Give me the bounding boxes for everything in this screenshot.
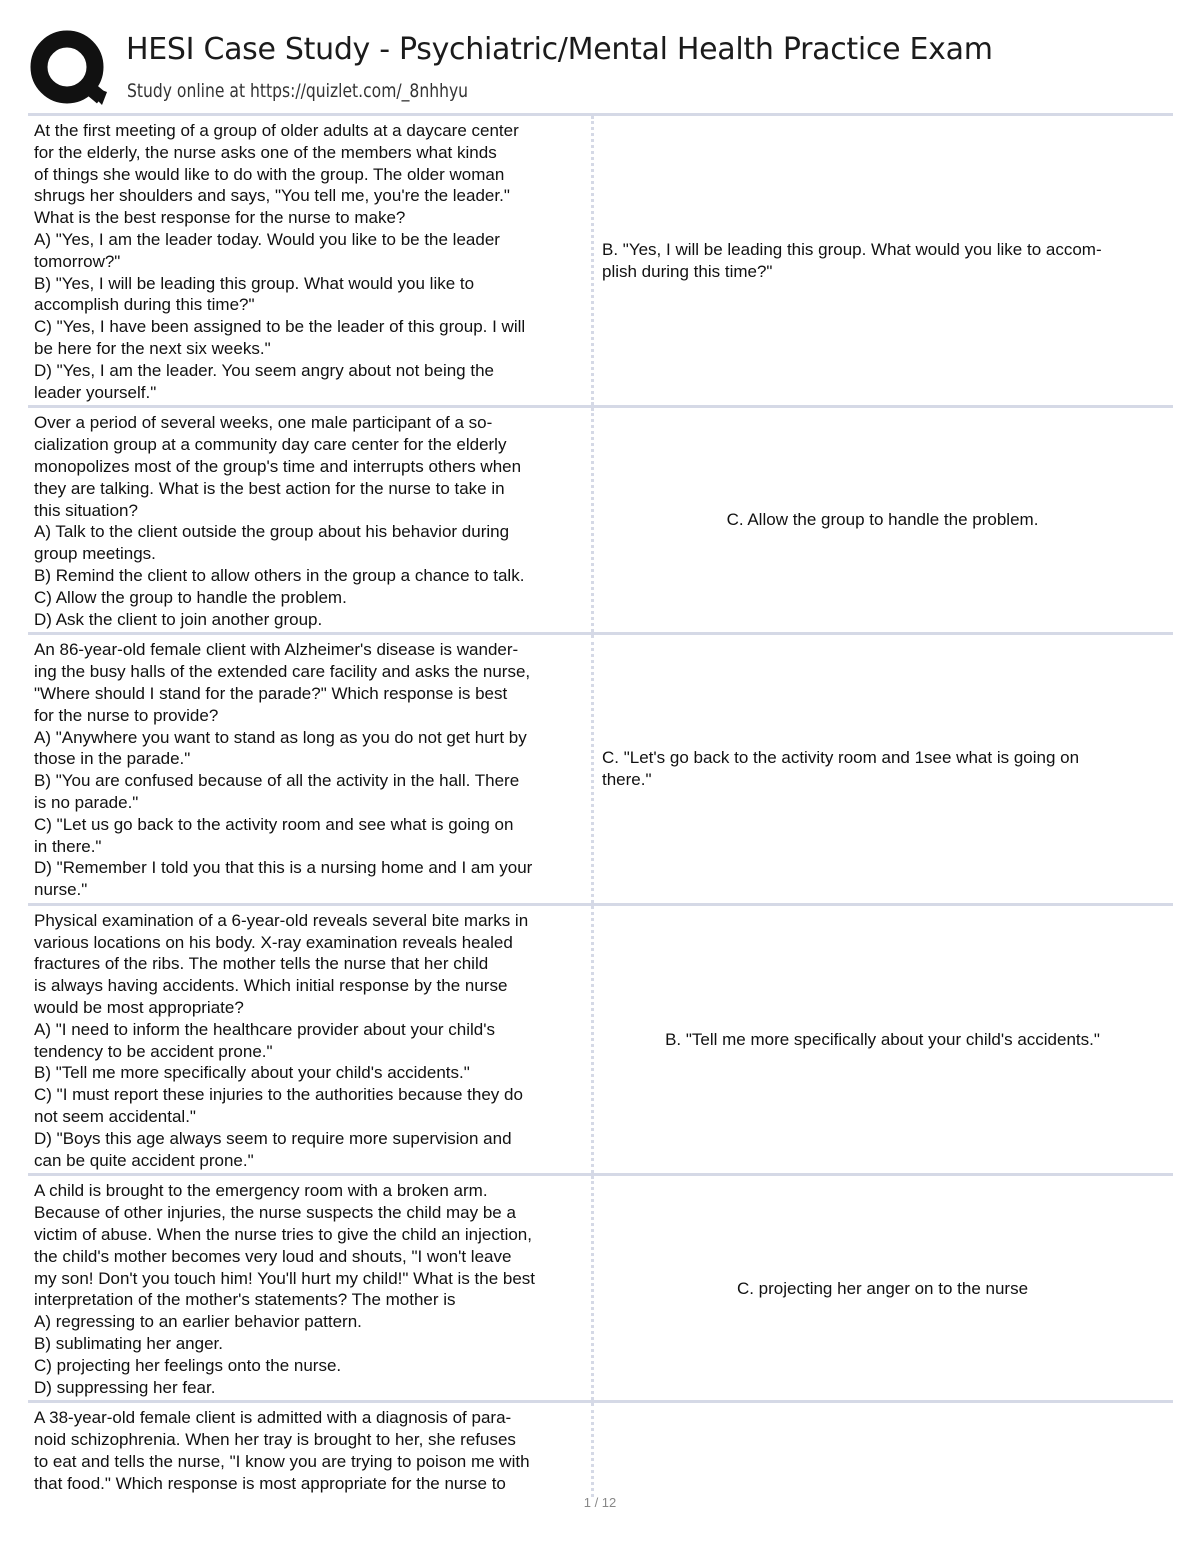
term-line: B) Remind the client to allow others in the group a chance to talk. (34, 565, 525, 585)
term-line: various locations on his body. X-ray examination reveals healed (34, 932, 513, 952)
term-line: A) regressing to an earlier behavior pattern. (34, 1312, 362, 1332)
term-line: C) "I must report these injuries to the authorities because they do (34, 1085, 523, 1105)
card-definition (594, 408, 1173, 632)
term-line: Because of other injuries, the nurse suspects the child may be a (34, 1203, 516, 1223)
term-line: D) suppressing her fear. (34, 1377, 216, 1397)
term-line: A) "Yes, I am the leader today. Would you like to be the leader (34, 229, 500, 249)
definition-line: C. "Let's go back to the activity room and 1see what is going on (602, 748, 1080, 768)
flashcard (28, 405, 1173, 632)
term-line: can be quite accident prone." (34, 1150, 254, 1170)
study-online-link[interactable]: Study online at https://quizlet.com/_8nhhyu (127, 80, 469, 102)
term-line: leader yourself." (34, 382, 157, 402)
term-line: is no parade." (34, 792, 139, 812)
term-line: ing the busy halls of the extended care facility and asks the nurse, (34, 662, 531, 682)
term-line: "Where should I stand for the parade?" Which response is best (34, 683, 508, 703)
card-term (28, 1403, 594, 1496)
card-definition (594, 635, 1173, 903)
term-line: group meetings. (34, 544, 156, 564)
term-line: What is the best response for the nurse to make? (34, 208, 406, 228)
term-line: B) "Yes, I will be leading this group. What would you like to (34, 273, 475, 293)
quizlet-q-logo-icon (30, 30, 108, 108)
term-line: for the nurse to provide? (34, 705, 219, 725)
term-line: fractures of the ribs. The mother tells the nurse that her child (34, 954, 489, 974)
card-term (28, 635, 594, 903)
term-line: not seem accidental." (34, 1107, 196, 1127)
term-line: D) Ask the client to join another group. (34, 609, 323, 629)
card-definition (594, 1176, 1173, 1400)
card-definition (594, 116, 1173, 405)
term-line: A 38-year-old female client is admitted with a diagnosis of para- (34, 1408, 512, 1428)
card-term (28, 906, 594, 1174)
term-line: be here for the next six weeks." (34, 338, 271, 358)
page-header (0, 0, 1200, 112)
term-line: victim of abuse. When the nurse tries to give the child an injection, (34, 1225, 532, 1245)
flashcard (28, 632, 1173, 903)
term-line: for the elderly, the nurse asks one of the members what kinds (34, 142, 497, 162)
term-line: cialization group at a community day care center for the elderly (34, 435, 507, 455)
term-line: C) "Yes, I have been assigned to be the leader of this group. I will (34, 317, 526, 337)
term-line: Physical examination of a 6-year-old reveals several bite marks in (34, 910, 529, 930)
card-term (28, 1176, 594, 1400)
definition-line: there." (602, 770, 652, 790)
term-line: tendency to be accident prone." (34, 1041, 273, 1061)
term-line: A) Talk to the client outside the group about his behavior during (34, 522, 510, 542)
term-line: Over a period of several weeks, one male participant of a so- (34, 413, 493, 433)
term-line: C) projecting her feelings onto the nurse. (34, 1355, 342, 1375)
definition-line: C. Allow the group to handle the problem. (726, 510, 1039, 530)
term-line: would be most appropriate? (34, 998, 244, 1018)
term-line: interpretation of the mother's statements? The mother is (34, 1290, 456, 1310)
term-line: A child is brought to the emergency room with a broken arm. (34, 1181, 488, 1201)
term-line: my son! Don't you touch him! You'll hurt my child!" What is the best (34, 1268, 536, 1288)
flashcard (28, 903, 1173, 1174)
definition-line: B. "Tell me more specifically about your child's accidents." (665, 1029, 1100, 1049)
term-line: D) "Yes, I am the leader. You seem angry about not being the (34, 360, 494, 380)
card-term (28, 116, 594, 405)
term-line: that food." Which response is most appropriate for the nurse to (34, 1473, 506, 1493)
flashcard (28, 113, 1173, 405)
term-line: noid schizophrenia. When her tray is brought to her, she refuses (34, 1430, 516, 1450)
term-line: D) "Boys this age always seem to require more supervision and (34, 1128, 512, 1148)
term-line: of things she would like to do with the group. The older woman (34, 164, 505, 184)
definition-line: plish during this time?" (602, 261, 773, 281)
term-line: in there." (34, 836, 102, 856)
page-title: HESI Case Study - Psychiatric/Mental Health Practice Exam (126, 32, 993, 67)
term-line: the child's mother becomes very loud and shouts, "I won't leave (34, 1246, 512, 1266)
term-line: monopolizes most of the group's time and interrupts others when (34, 456, 522, 476)
term-line: those in the parade." (34, 749, 191, 769)
term-line: D) "Remember I told you that this is a nursing home and I am your (34, 858, 533, 878)
term-line: they are talking. What is the best action for the nurse to take in (34, 478, 505, 498)
card-definition (594, 906, 1173, 1174)
term-line: A) "Anywhere you want to stand as long as you do not get hurt by (34, 727, 527, 747)
term-line: C) "Let us go back to the activity room and see what is going on (34, 814, 514, 834)
term-line: B) "You are confused because of all the activity in the hall. There (34, 771, 520, 791)
term-line: nurse." (34, 880, 88, 900)
term-line: accomplish during this time?" (34, 295, 255, 315)
term-line: At the first meeting of a group of older adults at a daycare center (34, 121, 519, 140)
card-definition (594, 1403, 1173, 1496)
term-line: B) "Tell me more specifically about your child's accidents." (34, 1063, 470, 1083)
term-line: C) Allow the group to handle the problem. (34, 587, 347, 607)
definition-line: C. projecting her anger on to the nurse (736, 1278, 1029, 1298)
term-line: B) sublimating her anger. (34, 1334, 223, 1354)
flashcard (28, 1400, 1173, 1496)
term-line: to eat and tells the nurse, "I know you are trying to poison me with (34, 1452, 530, 1472)
page-number: 1 / 12 (583, 1495, 617, 1510)
term-line: An 86-year-old female client with Alzheimer's disease is wander- (34, 640, 519, 660)
term-line: is always having accidents. Which initial response by the nurse (34, 976, 508, 996)
card-term (28, 408, 594, 632)
term-line: shrugs her shoulders and says, "You tell me, you're the leader." (34, 186, 510, 206)
term-line: tomorrow?" (34, 251, 121, 271)
flashcard (28, 1173, 1173, 1400)
term-line: this situation? (34, 500, 138, 520)
term-line: A) "I need to inform the healthcare provider about your child's (34, 1019, 495, 1039)
flashcard-list (28, 113, 1173, 1497)
definition-line: B. "Yes, I will be leading this group. What would you like to accom- (602, 239, 1102, 259)
